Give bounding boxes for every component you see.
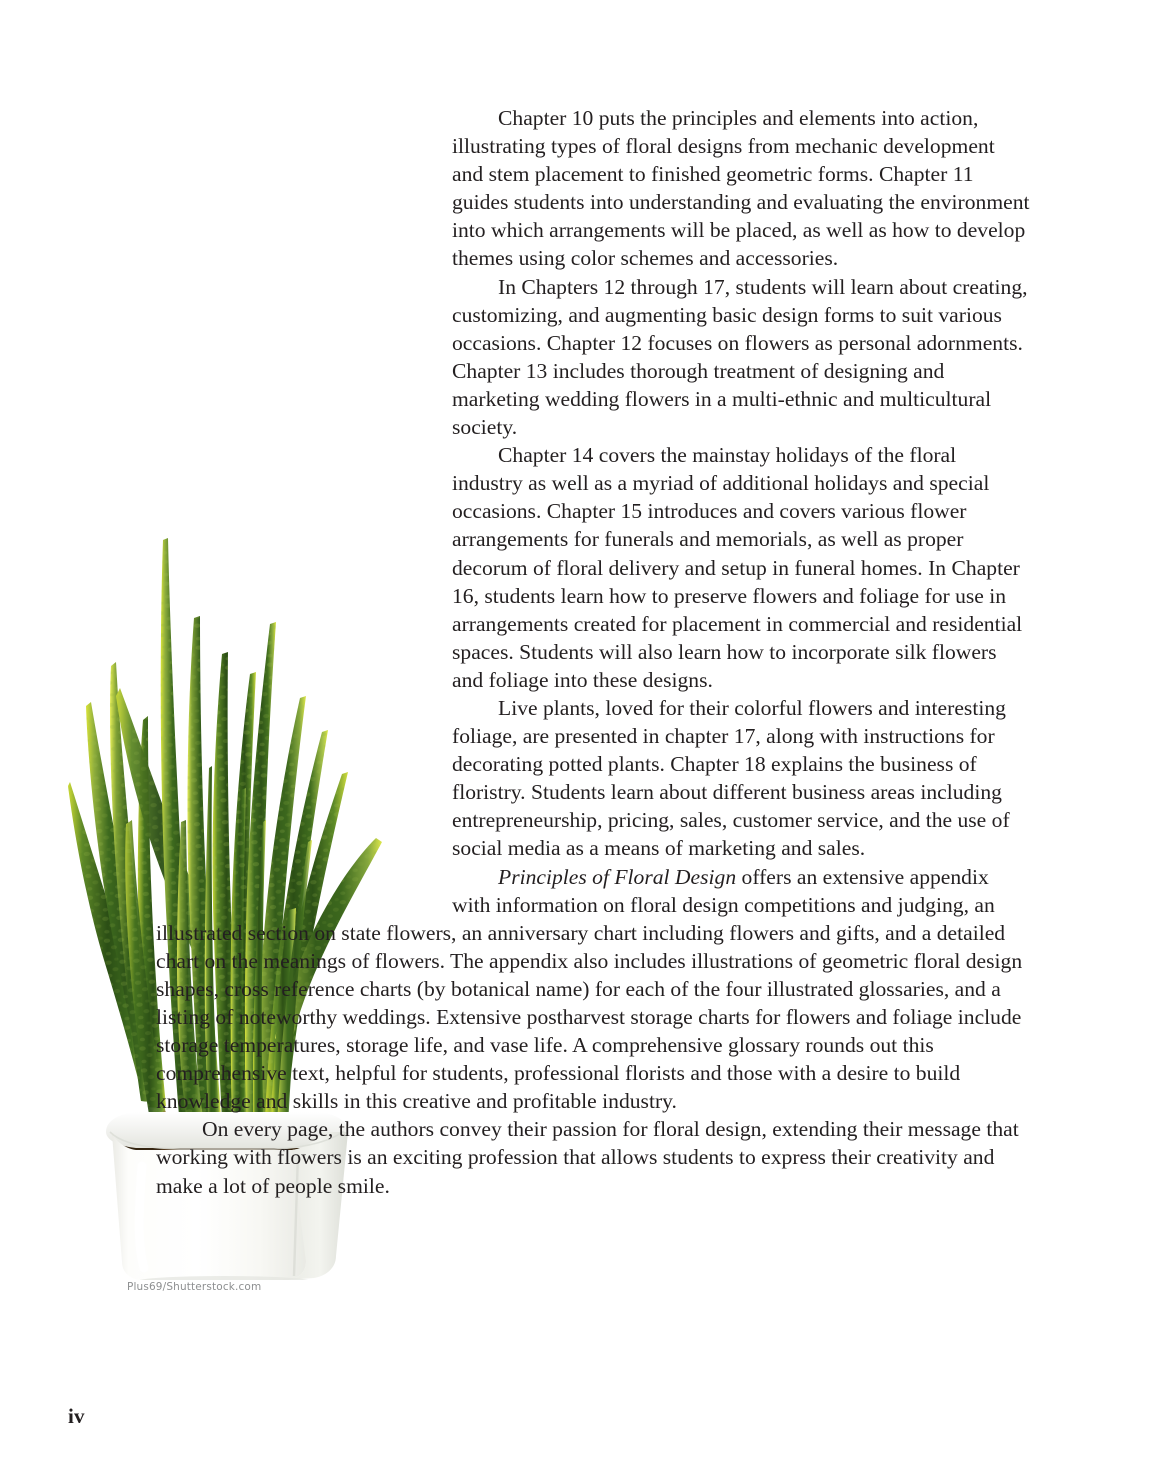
page-number: iv — [68, 1404, 85, 1428]
image-credit: Plus69/Shutterstock.com — [127, 1281, 262, 1293]
paragraph-1: Chapter 10 puts the principles and elements into action, illustrating types of floral designs from mechanic development and stem placement to finished geometric forms. Chapter 11 guides students into understanding and evaluating the environment into which arrangements will be placed, as well as how to develop themes using color schemes and accessories. — [452, 106, 1030, 271]
paragraph-5 — [156, 863, 1030, 1116]
body-text-column — [156, 104, 1030, 1200]
paragraph-6: On every page, the authors convey their passion for floral design, extending their message that working with flowers is an exciting profession that allows students to express their creativity and make a lot of people smile. — [156, 1117, 1019, 1198]
book-title-italic: Principles of Floral Design — [498, 864, 737, 889]
paragraph-3: Chapter 14 covers the mainstay holidays of the floral industry as well as a myriad of additional holidays and special occasions. Chapter 15 introduces and covers various flower arrangements for funerals and memorials, as well as proper decorum of floral delivery and setup in funeral homes. In Chapter 16, students learn how to preserve flowers and foliage for use in arrangements created for placement in commercial and residential spaces. Students will also learn how to incorporate silk flowers and foliage into these designs. — [452, 443, 1023, 692]
paragraph-4: Live plants, loved for their colorful flowers and interesting foliage, are presented in chapter 17, along with instructions for decorating potted plants. Chapter 18 explains the business of floristry. Students learn about different business areas including entrepreneurship, pricing, sales, customer service, and the use of social media as a means of marketing and sales. — [452, 695, 1010, 861]
image-wrap-spacer — [156, 104, 452, 894]
paragraph-5-rest: offers an extensive appendix with information on floral design competitions and judging, an illustrated section on state flowers, an anniversary chart including flowers and gifts, and a detailed chart on the meanings of flowers. The appendix also includes illustrations of geometric floral design shapes, cross reference charts (by botanical name) for each of the four illustrated glossaries, and a listing of noteworthy weddings. Extensive postharvest storage charts for flowers and foliage include storage temperatures, storage life, and vase life. A comprehensive glossary rounds out this comprehensive text, helpful for students, professional florists and those with a desire to build knowledge and skills in this creative and profitable industry. — [156, 864, 1023, 1114]
paragraph-2: In Chapters 12 through 17, students will learn about creating, customizing, and augmenting basic design forms to suit various occasions. Chapter 12 focuses on flowers as personal adornments. Chapter 13 includes thorough treatment of designing and marketing wedding flowers in a multi-ethnic and multicultural society. — [452, 274, 1028, 440]
